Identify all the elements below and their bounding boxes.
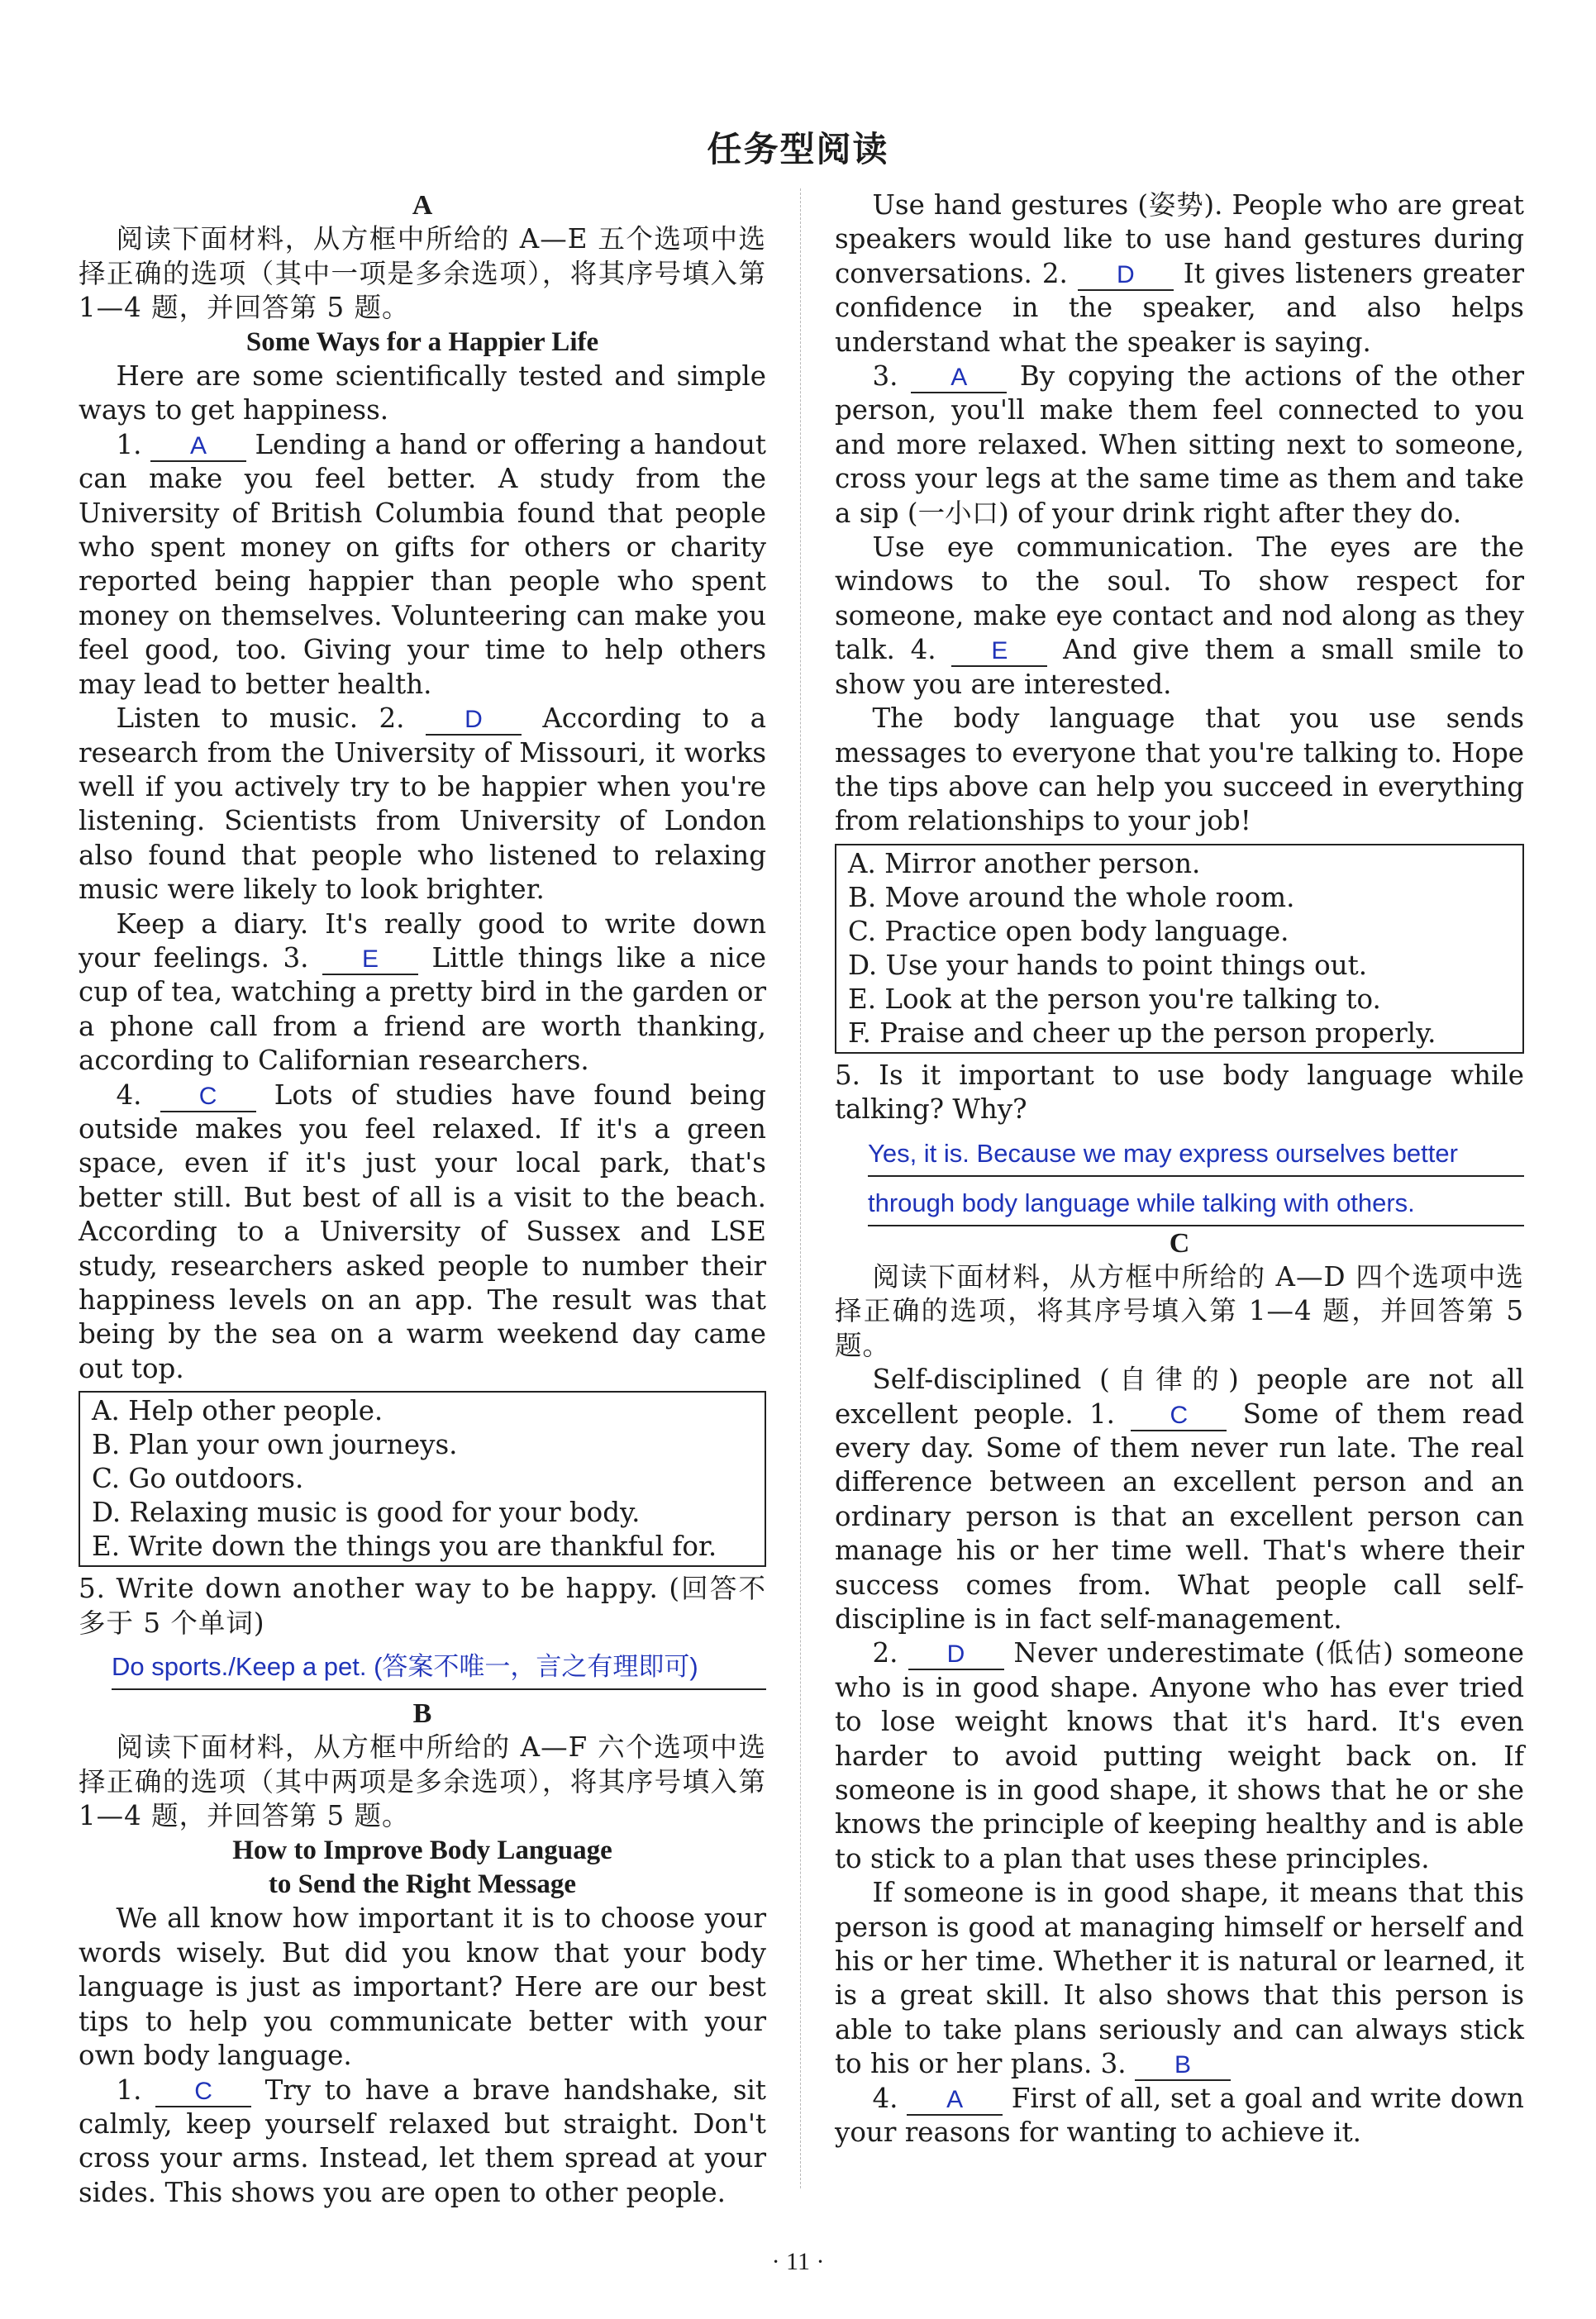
a1-answer-blank[interactable]: A [150,432,246,462]
section-b-question-5-answer-line-2[interactable]: through body language while talking with others. [868,1177,1524,1226]
b2-answer-blank[interactable]: D [1078,261,1174,291]
section-b-paragraph-4 [835,531,1524,702]
option-item: E. Look at the person you're talking to. [848,983,1381,1015]
option-item: B. Plan your own journeys. [92,1429,458,1461]
c2-text: Never underestimate (低估) someone who is in good shape. Anyone who has ever tried to lose weight knows that it's hard. It's even harder to avoid putting weight back on. If someone is in good shape, it shows that he or she knows the principle of keeping healthy and is able to stick to a plan that uses these principles. [835,1637,1524,1874]
option-item: B. Move around the whole room. [848,881,1295,913]
option-item: A. Mirror another person. [848,847,1201,879]
section-b-paragraph-5: The body language that you use sends messages to everyone that you're talking to. Hope the tips above can help you succeed in everything from relationships to your job! [835,702,1524,837]
section-b-passage-title-1: How to Improve Body Language [232,1835,612,1865]
b2-text: It gives listeners greater confidence in the speaker, and also helps understand what the speaker is saying. [835,257,1524,358]
b4-lead: Use eye communication. The eyes are the windows to the soul. To show respect for someone, make eye contact and nod along as they talk. 4. [835,531,1524,666]
page-title: 任务型阅读 [707,129,889,169]
section-a-paragraph-4 [79,1079,766,1387]
section-c-paragraph-4 [835,2082,1524,2150]
b2-lead: Use hand gestures (姿势). People who are great speakers would like to use hand gestures during conversations. 2. [835,189,1524,289]
section-c-paragraph-3 [835,1876,1524,2081]
section-c-label: C [1169,1227,1190,1259]
section-b-passage-title-2: to Send the Right Message [268,1869,577,1900]
a1-number: 1. [116,428,142,460]
section-b-question-5-answer-line-1[interactable]: Yes, it is. Because we may express ourselves better [868,1127,1524,1177]
section-c-paragraph-1 [835,1363,1524,1636]
section-a-paragraph-2 [79,702,766,907]
section-a-question-5: 5. Write down another way to be happy. (回答不多于 5 个单词) [79,1573,766,1639]
section-b-instructions: 阅读下面材料，从方框中所给的 A—F 六个选项中选择正确的选项（其中两项是多余选项），将其序号填入第 1—4 题，并回答第 5 题。 [79,1731,766,1832]
section-a-question-5-answer[interactable]: Do sports./Keep a pet. (答案不唯一，言之有理即可) [112,1640,766,1690]
a1-text: Lending a hand or offering a handout can make you feel better. A study from the University of British Columbia found that people who spent money on gifts for others or charity reported being happier than people who spent money on themselves. Volunteering can make you feel good, too. Giving your time to help others may lead to better health. [79,428,766,700]
section-b-question-5: 5. Is it important to use body language while talking? Why? [835,1059,1524,1126]
section-c-instructions: 阅读下面材料，从方框中所给的 A—D 四个选项中选择正确的选项，将其序号填入第 1—4 题，并回答第 5 题。 [835,1260,1524,1361]
b4-text: And give them a small smile to show you are interested. [835,634,1524,700]
section-b-paragraph-3 [835,360,1524,531]
section-b-options-box [835,844,1524,1054]
a2-text: According to a research from the University of Missouri, it works well if you actively try to be happier when you're listening. Scientists from University of London also found that people who listened to relaxing music were likely to look brighter. [79,702,766,906]
option-item: F. Praise and cheer up the person properly. [848,1017,1436,1049]
b3-answer-blank[interactable]: A [911,364,1007,393]
option-item: C. Practice open body language. [848,915,1289,947]
c1-lead: Self-disciplined (自律的) people are not all excellent people. 1. [835,1364,1524,1430]
b1-answer-blank[interactable]: C [155,2078,251,2107]
section-b-paragraph-1 [79,2074,766,2211]
page-number: · 11 · [771,2248,825,2275]
a4-number: 4. [116,1079,142,1111]
option-item: C. Go outdoors. [92,1463,304,1495]
section-c-paragraph-2 [835,1636,1524,1876]
c2-answer-blank[interactable]: D [908,1640,1004,1670]
c1-text: Some of them read every day. Some of them never run late. The real difference between an excellent person and an ordinary person is that an excellent person can manage his or her time well. That's where their success comes from. What people call self-discipline is in fact self-management. [835,1398,1524,1635]
a4-text: Lots of studies have found being outside makes you feel relaxed. If it's a green space, even if it's just your local park, that's better still. But best of all is a visit to the beach. According to a University of Sussex and LSE study, researchers asked people to number their happiness levels on an app. The result was that being by the sea on a warm weekend day came out top. [79,1079,766,1384]
section-a-options-box [79,1391,766,1567]
section-b-label: B [412,1698,432,1730]
a4-answer-blank[interactable]: C [160,1083,256,1112]
c4-answer-blank[interactable]: A [907,2086,1003,2116]
section-a-passage-title: Some Ways for a Happier Life [245,326,599,357]
option-item: E. Write down the things you are thankful for. [92,1531,717,1563]
c4-text: First of all, set a goal and write down your reasons for wanting to achieve it. [835,2082,1524,2149]
section-b-paragraph-2 [835,188,1524,360]
a2-lead: Listen to music. 2. [116,702,405,735]
right-column [835,188,1524,2150]
column-divider [800,188,801,2188]
section-a-label: A [412,190,433,221]
b1-number: 1. [116,2074,142,2106]
option-item: A. Help other people. [92,1395,384,1427]
a3-answer-blank[interactable]: E [322,945,418,975]
b3-number: 3. [872,360,898,393]
b4-answer-blank[interactable]: E [951,637,1047,667]
b3-text: By copying the actions of the other person, you'll make them feel connected to you and more relaxed. When sitting next to someone, cross your legs at the same time as them and take a sip (一小口) of your drink right after they do. [835,360,1524,529]
c4-number: 4. [872,2082,898,2114]
b1-text: Try to have a brave handshake, sit calmly, keep yourself relaxed but straight. Don't cross your arms. Instead, let them spread at your sides. This shows you are open to other people. [79,2074,766,2208]
c1-answer-blank[interactable]: C [1131,1402,1227,1431]
c2-number: 2. [872,1637,898,1669]
section-a-instructions: 阅读下面材料，从方框中所给的 A—E 五个选项中选择正确的选项（其中一项是多余选项），将其序号填入第 1—4 题，并回答第 5 题。 [79,223,766,324]
a3-text: Little things like a nice cup of tea, watching a pretty bird in the garden or a phone call from a friend are worth thanking, according to Californian researchers. [79,941,767,1077]
option-item: D. Relaxing music is good for your body. [92,1497,641,1529]
left-column [79,188,766,2210]
section-a-paragraph-1 [79,428,766,702]
section-a-intro: Here are some scientifically tested and simple ways to get happiness. [79,360,766,426]
c3-answer-blank[interactable]: B [1135,2051,1231,2081]
section-a-paragraph-3 [79,907,766,1079]
a2-answer-blank[interactable]: D [426,706,522,736]
a3-lead: Keep a diary. It's really good to write down your feelings. 3. [79,907,766,974]
option-item: D. Use your hands to point things out. [848,949,1368,981]
section-b-intro: We all know how important it is to choose your words wisely. But did you know that your body language is just as important? Here are our best tips to help you communicate better with your own body language. [79,1902,766,2072]
c3-lead: If someone is in good shape, it means that this person is good at managing himself or herself and his or her time. Whether it is natural or learned, it is a great skill. It also shows that this person is able to take plans seriously and can always stick to his or her plans. 3. [835,1877,1524,2080]
